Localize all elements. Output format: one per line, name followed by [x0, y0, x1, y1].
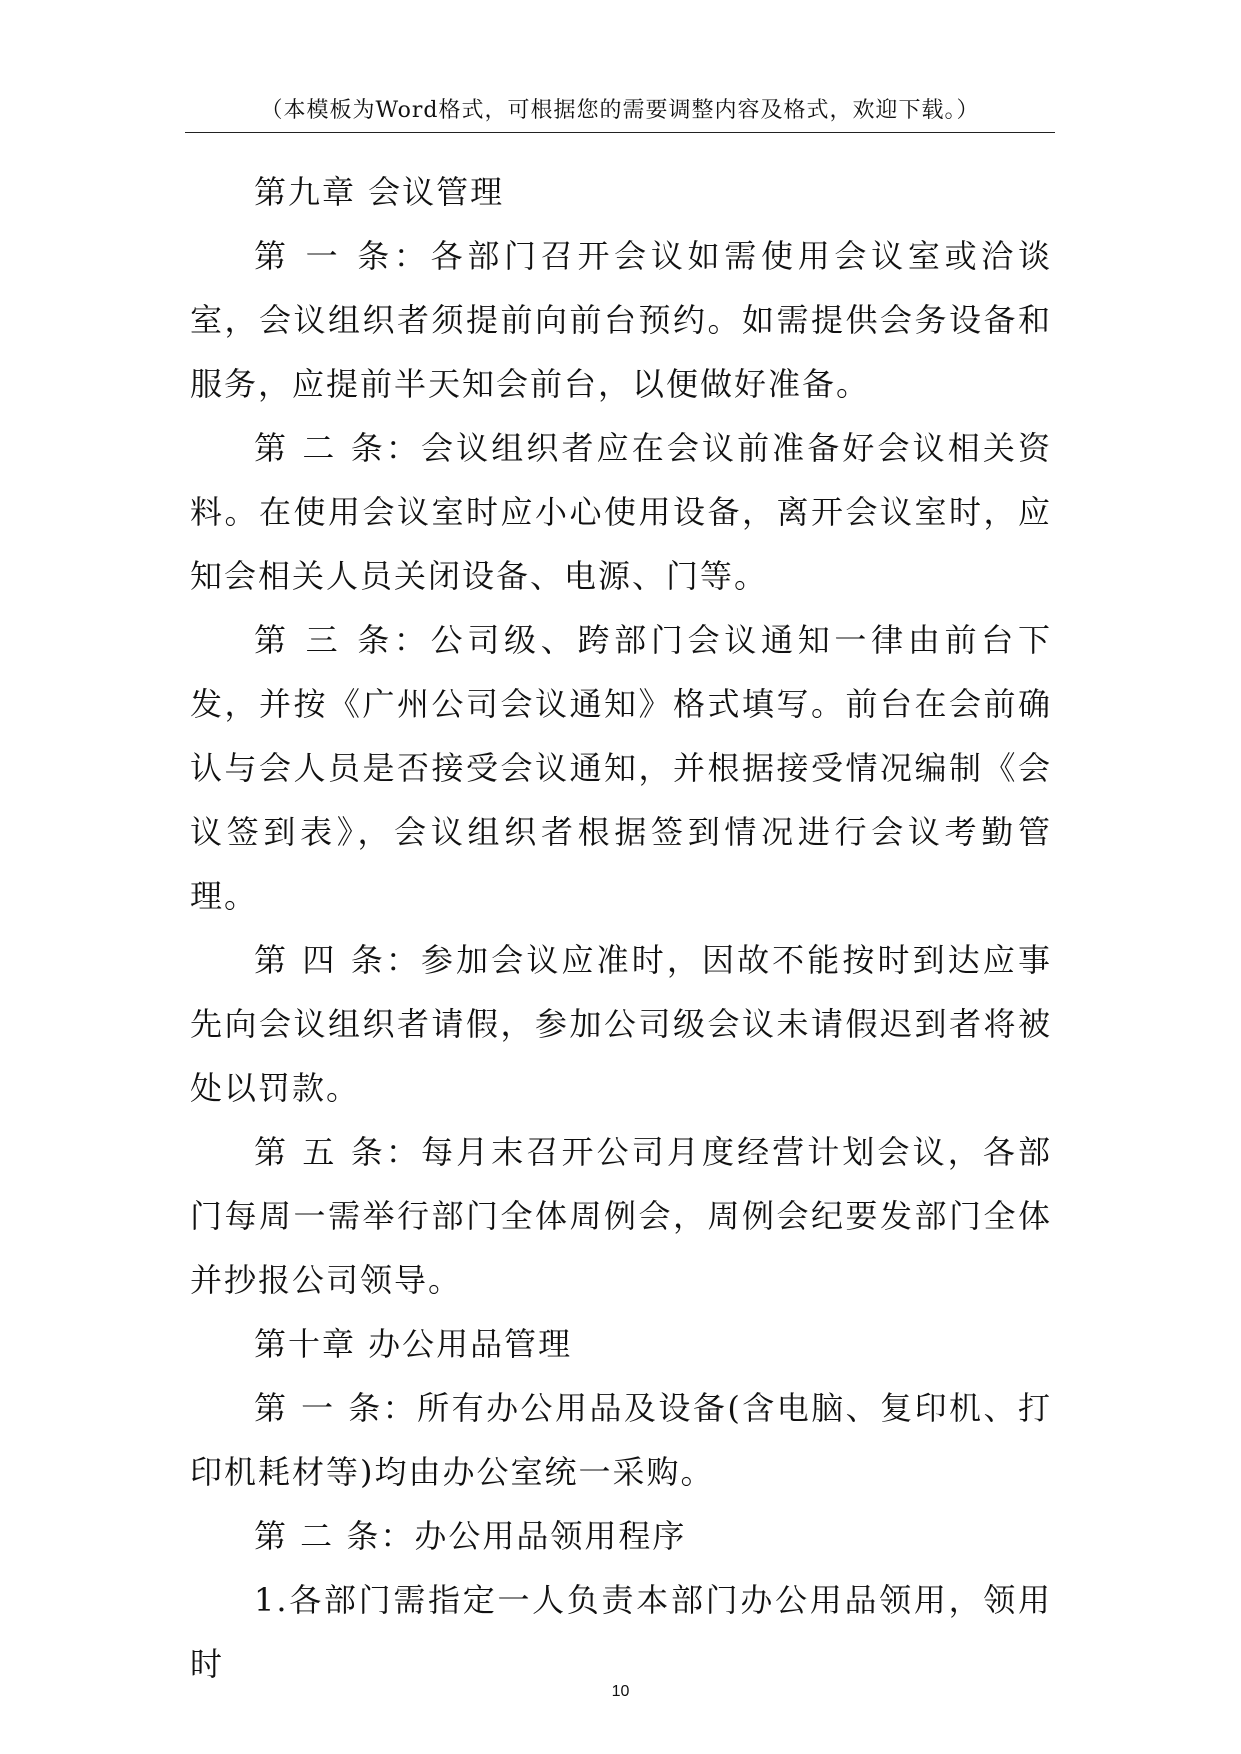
- template-header-note: （本模板为Word格式，可根据您的需要调整内容及格式，欢迎下载。）: [260, 98, 980, 123]
- article-paragraph: 第 四 条：参加会议应准时，因故不能按时到达应事先向会议组织者请假，参加公司级会议未请假迟到者将被处以罚款。: [190, 941, 1052, 1107]
- procedure-step: 1.各部门需指定一人负责本部门办公用品领用，领用时: [190, 1581, 1052, 1683]
- article-paragraph: 第 三 条：公司级、跨部门会议通知一律由前台下发，并按《广州公司会议通知》格式填写。前台在会前确认与会人员是否接受会议通知，并根据接受情况编制《会议签到表》，会议组织者根据签到情况进行会议考勤管理。: [190, 621, 1052, 915]
- document-body: [190, 160, 1052, 1696]
- article-paragraph: 第 一 条：所有办公用品及设备(含电脑、复印机、打印机耗材等)均由办公室统一采购。: [190, 1389, 1052, 1491]
- article-paragraph: 第 一 条：各部门召开会议如需使用会议室或洽谈室，会议组织者须提前向前台预约。如需提供会务设备和服务，应提前半天知会前台，以便做好准备。: [190, 237, 1052, 403]
- header-divider: [185, 132, 1055, 133]
- article-paragraph: 第 二 条：办公用品领用程序: [254, 1517, 687, 1555]
- chapter-heading-9: 第九章 会议管理: [254, 173, 505, 211]
- page-number: 10: [611, 1683, 630, 1700]
- chapter-heading-10: 第十章 办公用品管理: [254, 1325, 573, 1363]
- article-paragraph: 第 二 条：会议组织者应在会议前准备好会议相关资料。在使用会议室时应小心使用设备，离开会议室时，应知会相关人员关闭设备、电源、门等。: [190, 429, 1052, 595]
- article-paragraph: 第 五 条：每月末召开公司月度经营计划会议，各部门每周一需举行部门全体周例会，周例会纪要发部门全体并抄报公司领导。: [190, 1133, 1052, 1299]
